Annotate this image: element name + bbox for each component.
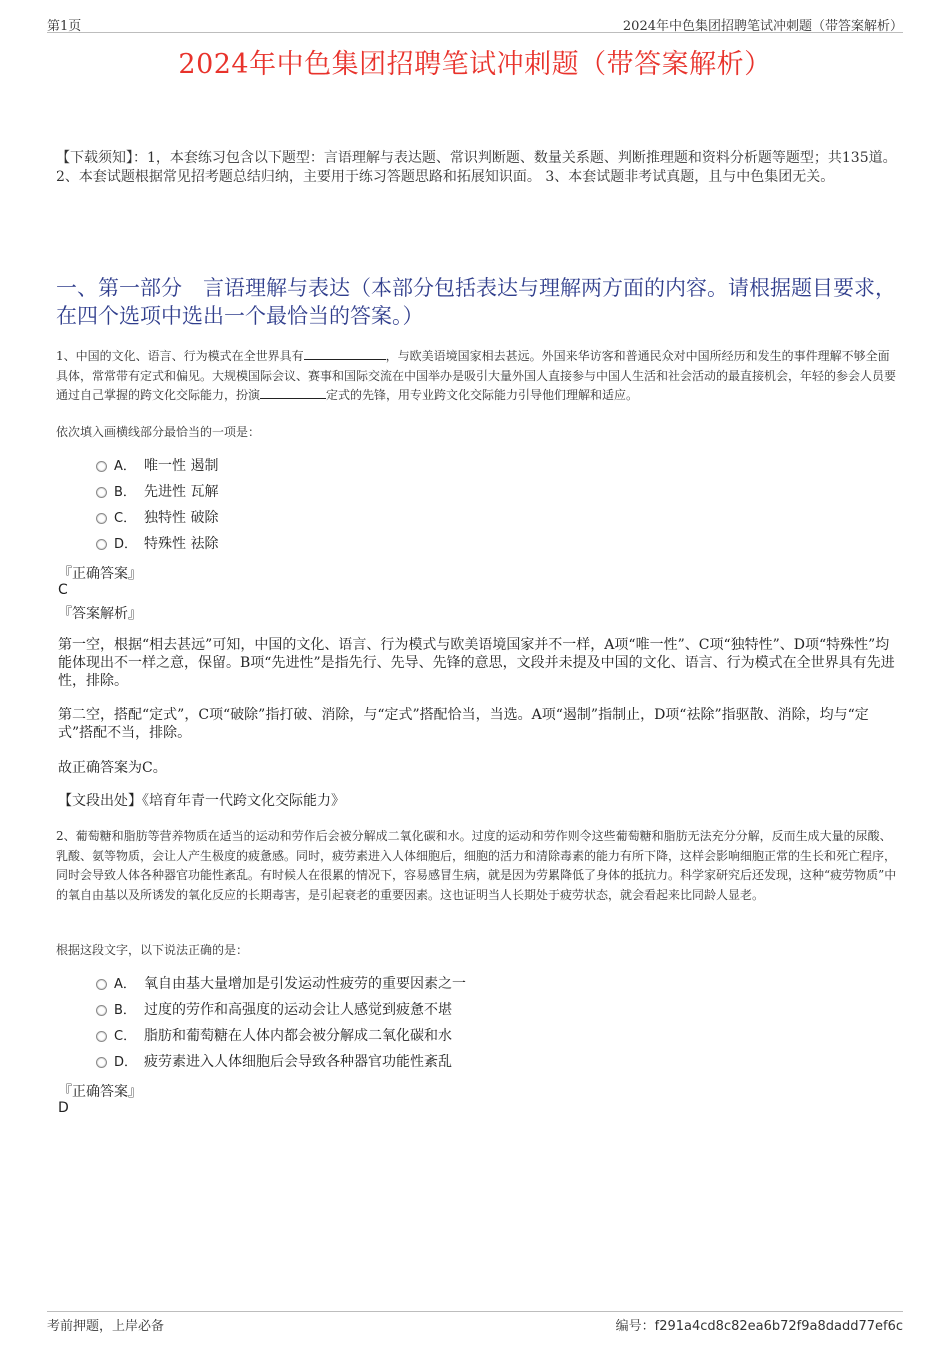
q1-answer-label: 『正确答案』 — [58, 566, 142, 582]
q1-analysis-paragraph-1: 第一空，根据“相去甚远”可知，中国的文化、语言、行为模式与欧美语境国家并不一样，A项“唯一性”、C项“独特性”、D项“特殊性”均能体现出不一样之意，保留。B项“先进性”是指先行、先导、先锋的意思，文段并未提及中国的文化、语言、行为模式在全世界具有先进性，排除。 — [58, 637, 895, 689]
fill-blank-2 — [260, 387, 326, 399]
q1-analysis-label: 『答案解析』 — [58, 606, 142, 622]
q1-option-c[interactable]: C． 独特性 破除 — [96, 508, 218, 528]
page-number: 第1页 — [47, 19, 82, 34]
q2-answer: D — [58, 1100, 69, 1116]
q2-answer-label: 『正确答案』 — [58, 1084, 142, 1100]
section-title: 一、第一部分 言语理解与表达（本部分包括表达与理解两方面的内容。请根据题目要求，在四个选项中选出一个最恰当的答案。） — [56, 276, 896, 328]
q1-option-a[interactable]: A． 唯一性 遏制 — [96, 456, 218, 476]
q2-option-a[interactable]: A． 氧自由基大量增加是引发运动性疲劳的重要因素之一 — [96, 974, 466, 994]
q1-option-d[interactable]: D． 特殊性 祛除 — [96, 534, 218, 554]
document-title: 2024年中色集团招聘笔试冲刺题（带答案解析） — [178, 49, 772, 80]
radio-icon[interactable] — [96, 979, 107, 990]
radio-icon[interactable] — [96, 487, 107, 498]
question-2-text: 2、葡萄糖和脂肪等营养物质在适当的运动和劳作后会被分解成二氧化碳和水。过度的运动和劳作则令这些葡萄糖和脂肪无法充分分解，反而生成大量的尿酸、乳酸、氨等物质，会让人产生极度的疲惫感。同时，疲劳素进入人体细胞后，细胞的活力和清除毒素的能力有所下降，这样会影响细胞正常的生长和死亡程序，同时会导致人体各种器官功能性紊乱。有时候人在很累的情况下，容易感冒生病，就是因为劳累降低了身体的抵抗力。科学家研究后还发现，这种“疲劳物质”中的氧自由基以及所诱发的氧化反应的长期毒害，是引起衰老的重要因素。这也证明当人长期处于疲劳状态，就会看起来比同龄人显老。 — [56, 829, 897, 902]
radio-icon[interactable] — [96, 539, 107, 550]
q1-analysis-conclusion: 故正确答案为C。 — [58, 760, 167, 776]
footer-code: 编号：f291a4cd8c82ea6b72f9a8dadd77ef6c — [615, 1319, 903, 1334]
question-1-text: 1、中国的文化、语言、行为模式在全世界具有 ，与欧美语境国家相去甚远。外国来华访客和普通民众对中国所经历和发生的事件理解不够全面具体，常常带有定式和偏见。大规模国际会议、赛事和国际交流在中国举办是吸引大量外国人直接参与中国人生活和社会活动的最直接机会，年轻的参会人员要通过自己掌握的跨文化交际能力，扮演 定式的先锋，用专业跨文化交际能力引导他们理解和适应。 — [56, 349, 897, 402]
page-header — [47, 14, 903, 33]
q1-answer: C — [58, 582, 68, 598]
question-2-prompt: 根据这段文字，以下说法正确的是： — [56, 943, 249, 957]
question-1-prompt: 依次填入画横线部分最恰当的一项是： — [56, 425, 261, 439]
radio-icon[interactable] — [96, 1005, 107, 1016]
radio-icon[interactable] — [96, 1031, 107, 1042]
page-footer — [47, 1311, 903, 1332]
q1-analysis-paragraph-2: 第二空，搭配“定式”，C项“破除”指打破、消除，与“定式”搭配恰当，当选。A项“遏制”指制止，D项“祛除”指驱散、消除，均与“定式”搭配不当，排除。 — [58, 707, 869, 741]
footer-slogan: 考前押题，上岸必备 — [47, 1319, 165, 1334]
q1-option-b[interactable]: B． 先进性 瓦解 — [96, 482, 218, 502]
radio-icon[interactable] — [96, 1057, 107, 1068]
q2-option-d[interactable]: D． 疲劳素进入人体细胞后会导致各种器官功能性紊乱 — [96, 1052, 452, 1072]
header-doc-title: 2024年中色集团招聘笔试冲刺题（带答案解析） — [622, 19, 903, 34]
q1-source: 【文段出处】《培育年青一代跨文化交际能力》 — [58, 793, 345, 809]
radio-icon[interactable] — [96, 461, 107, 472]
fill-blank-1 — [304, 348, 386, 360]
q2-option-c[interactable]: C． 脂肪和葡萄糖在人体内都会被分解成二氧化碳和水 — [96, 1026, 452, 1046]
radio-icon[interactable] — [96, 513, 107, 524]
download-notice: 【下载须知】：1，本套练习包含以下题型：言语理解与表达题、常识判断题、数量关系题、判断推理题和资料分析题等题型；共135道。 2、本套试题根据常见招考题总结归纳，主要用于练习答题思路和拓展知识面。 3、本套试题非考试真题，且与中色集团无关。 — [56, 150, 897, 185]
q2-option-b[interactable]: B． 过度的劳作和高强度的运动会让人感觉到疲惫不堪 — [96, 1000, 452, 1020]
